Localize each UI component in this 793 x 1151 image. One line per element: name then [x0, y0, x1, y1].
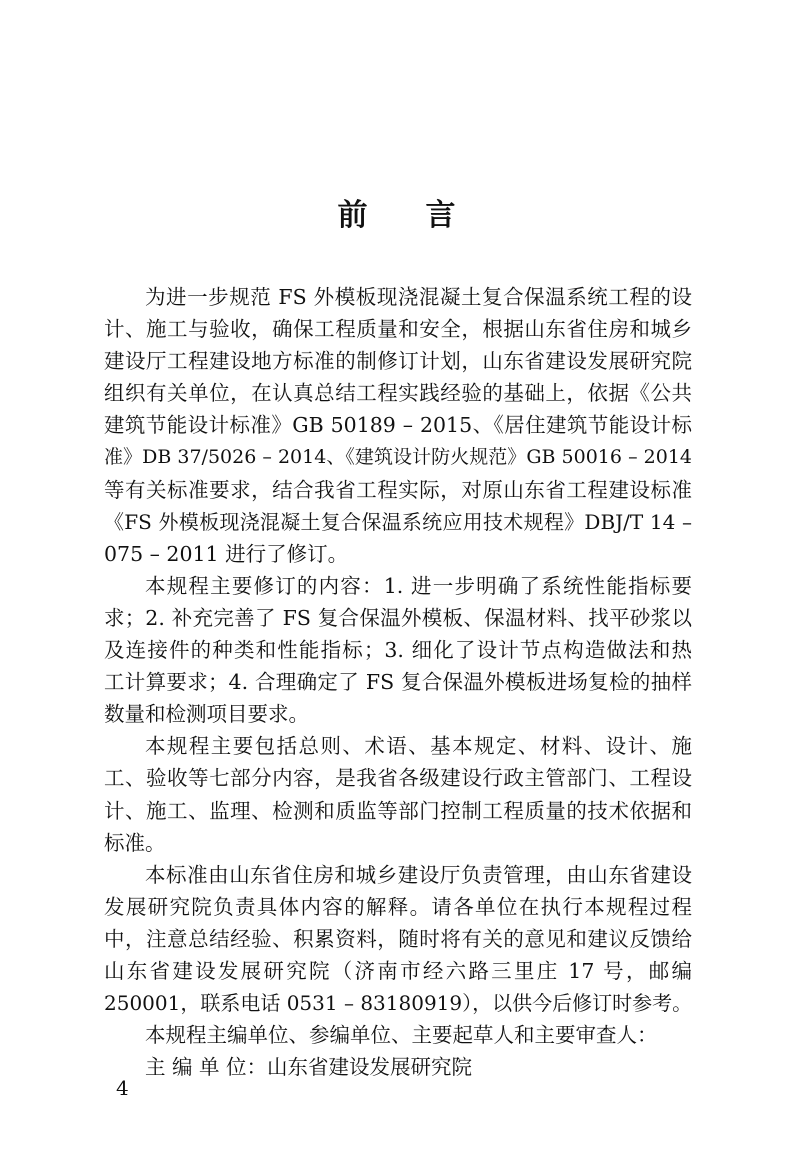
paragraph-line: 建筑节能设计标准》GB 50189 – 2015、《居住建筑节能设计标 [104, 413, 692, 438]
paragraph-line: 计、施工与验收，确保工程质量和安全，根据山东省住房和城乡 [104, 317, 692, 342]
paragraph-line: 中，注意总结经验、积累资料，随时将有关的意见和建议反馈给 [104, 926, 692, 951]
title-char-1: 前 [337, 198, 368, 233]
paragraph-line: 建设厅工程建设地方标准的制修订计划，山东省建设发展研究院 [104, 349, 692, 374]
paragraph-line: 山东省建设发展研究院（济南市经六路三里庄 17 号，邮编 [104, 958, 692, 983]
paragraph-line: 工、验收等七部分内容，是我省各级建设行政主管部门、工程设 [104, 766, 692, 791]
body-text [104, 281, 692, 1083]
title-char-2: 言 [425, 198, 456, 233]
paragraph-line: 等有关标准要求，结合我省工程实际，对原山东省工程建设标准 [104, 477, 692, 502]
paragraph-line: 标准。 [104, 830, 166, 855]
paragraph-line: 发展研究院负责具体内容的解释。请各单位在执行本规程过程 [104, 894, 692, 919]
paragraph-line: 主 编 单 位：山东省建设发展研究院 [145, 1055, 473, 1080]
paragraph-line: 本标准由山东省住房和城乡建设厅负责管理，由山东省建设 [145, 862, 692, 887]
paragraph-line: 组织有关单位，在认真总结工程实践经验的基础上，依据《公共 [104, 381, 692, 406]
paragraph-line: 及连接件的种类和性能指标；3. 细化了设计节点构造做法和热 [104, 638, 692, 663]
paragraph-line: 为进一步规范 FS 外模板现浇混凝土复合保温系统工程的设 [145, 285, 692, 309]
paragraph-line: 本规程主要修订的内容：1. 进一步明确了系统性能指标要 [145, 573, 692, 598]
page-number: 4 [116, 1076, 129, 1100]
paragraph-line: 250001，联系电话 0531 – 83180919），以供今后修订时参考。 [104, 991, 693, 1016]
paragraph-line: 计、施工、监理、检测和质监等部门控制工程质量的技术依据和 [104, 798, 692, 823]
paragraph-line: 工计算要求；4. 合理确定了 FS 复合保温外模板进场复检的抽样 [104, 670, 692, 695]
paragraph-line: 求；2. 补充完善了 FS 复合保温外模板、保温材料、找平砂浆以 [104, 605, 692, 630]
paragraph-line: 准》DB 37/5026 – 2014、《建筑设计防火规范》GB 50016 – 2014 [104, 446, 692, 469]
paragraph-line: 数量和检测项目要求。 [104, 702, 309, 727]
paragraph-line: 本规程主编单位、参编单位、主要起草人和主要审查人： [145, 1023, 658, 1048]
page-title [0, 196, 793, 236]
paragraph-line: 本规程主要包括总则、术语、基本规定、材料、设计、施 [145, 734, 692, 759]
paragraph-line: 075 – 2011 进行了修订。 [104, 541, 349, 566]
paragraph-line: 《FS 外模板现浇混凝土复合保温系统应用技术规程》DBJ/T 14 – [104, 509, 692, 534]
